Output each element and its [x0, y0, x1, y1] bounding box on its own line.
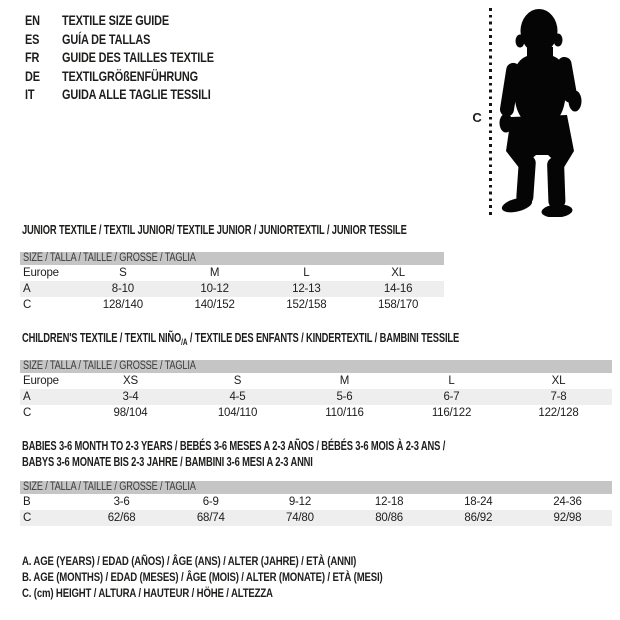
size-cell: 116/122 [431, 407, 472, 419]
size-cell: 68/74 [196, 512, 225, 524]
children-section-title: CHILDREN'S TEXTILE / TEXTIL NIÑO/A / TEXTILE DES ENFANTS / KINDERTEXTIL / BAMBINI TESSILE [22, 330, 460, 347]
size-cell: M [339, 375, 350, 387]
size-cell: 18-24 [464, 496, 493, 508]
legend-footnotes [22, 553, 473, 602]
row-label: A [23, 283, 31, 295]
table-row-europe [20, 373, 612, 389]
size-cell: L [448, 375, 455, 387]
size-cell: 152/158 [286, 299, 327, 311]
height-measure-label: C [472, 110, 482, 125]
size-cell: 12-13 [292, 283, 321, 295]
language-title: TEXTILGRÖßENFÜHRUNG [62, 67, 198, 84]
size-cell: M [209, 267, 220, 279]
row-label: Europe [23, 267, 59, 279]
size-header-bar: SIZE / TALLA / TAILLE / GRÖSSE / TAGLIA [20, 481, 612, 494]
row-label: B [23, 496, 31, 508]
nino-a-subscript: /A [181, 336, 188, 347]
size-cell: L [303, 267, 310, 279]
size-cell: 104/110 [217, 407, 258, 419]
size-cell: 9-12 [288, 496, 312, 508]
table-row-months [20, 494, 612, 510]
footnote-a: A. AGE (YEARS) / EDAD (AÑOS) / ÂGE (ANS) / ALTER (JAHRE) / ETÀ (ANNI) [22, 554, 357, 568]
size-cell: 5-6 [336, 391, 353, 403]
table-row-europe [20, 265, 444, 281]
language-title: GUIDE DES TAILLES TEXTILE [62, 49, 214, 65]
row-label: A [23, 391, 31, 403]
size-cell: S [233, 375, 242, 387]
size-cell: 122/128 [538, 407, 579, 419]
size-cell: 110/116 [325, 407, 364, 419]
size-cell: 7-8 [550, 391, 567, 403]
size-cell: 24-36 [553, 496, 582, 508]
table-row-age [20, 389, 612, 405]
size-cell: 6-9 [202, 496, 219, 508]
size-cell: 62/68 [107, 512, 136, 524]
language-code: FR [25, 49, 40, 65]
language-code: EN [25, 12, 40, 28]
babies-section-title: BABIES 3-6 MONTH TO 2-3 YEARS / BEBÉS 3-6 MESES A 2-3 AÑOS / BÉBÉS 3-6 MOIS À 2-3 ANS / BABYS 3-6 MONATE BIS 2-3 JAHRE / BAMBINI 3-6 MESI A 2-3 ANNI [22, 438, 446, 469]
children-size-table [20, 360, 612, 421]
language-code: ES [25, 30, 40, 47]
footnote-c: C. (cm) HEIGHT / ALTURA / HAUTEUR / HÖHE / ALTEZZA [22, 586, 273, 601]
language-title: GUÍA DE TALLAS [62, 30, 151, 47]
language-row-en [25, 11, 257, 30]
row-label: C [23, 299, 32, 311]
size-cell: XL [391, 267, 405, 279]
language-title: GUIDA ALLE TAGLIE TESSILI [62, 86, 211, 102]
size-cell: 128/140 [102, 299, 143, 311]
row-label: C [23, 407, 32, 419]
height-measure-dotted-line [489, 8, 492, 216]
language-row-it [25, 85, 257, 104]
toddler-silhouette-icon [495, 5, 615, 217]
size-cell: 3-4 [122, 391, 139, 403]
size-cell: 86/92 [464, 512, 493, 524]
size-cell: 74/80 [286, 512, 314, 524]
size-cell: 6-7 [443, 391, 460, 403]
babies-size-table [20, 481, 612, 526]
row-label: C [23, 512, 32, 524]
language-row-de [25, 67, 257, 86]
size-cell: 80/86 [375, 512, 403, 524]
size-cell: 10-12 [200, 283, 229, 295]
size-cell: S [119, 267, 127, 279]
size-cell: XS [123, 375, 138, 387]
language-title-list [25, 11, 257, 104]
language-row-fr [25, 48, 257, 67]
language-title: TEXTILE SIZE GUIDE [62, 12, 170, 28]
size-cell: 4-5 [229, 391, 246, 403]
size-cell: 3-6 [113, 496, 130, 508]
size-cell: 8-10 [111, 283, 134, 295]
table-row-height [20, 405, 612, 421]
size-header-bar: SIZE / TALLA / TAILLE / GRÖSSE / TAGLIA [20, 360, 612, 373]
table-row-age [20, 281, 444, 297]
size-cell: 12-18 [374, 496, 404, 508]
junior-section-title: JUNIOR TEXTILE / TEXTIL JUNIOR/ TEXTILE JUNIOR / JUNIORTEXTIL / JUNIOR TESSILE [22, 222, 407, 237]
row-label: Europe [23, 375, 59, 387]
table-row-height [20, 297, 444, 313]
junior-size-table [20, 252, 444, 313]
language-code: IT [25, 86, 35, 102]
size-cell: 14-16 [383, 283, 413, 295]
size-cell: 92/98 [553, 512, 582, 524]
size-cell: 140/152 [194, 299, 235, 311]
language-code: DE [25, 67, 40, 84]
table-row-height [20, 510, 612, 526]
size-cell: 98/104 [113, 407, 148, 419]
size-cell: XL [551, 375, 566, 387]
size-cell: 158/170 [378, 299, 419, 311]
footnote-b: B. AGE (MONTHS) / EDAD (MESES) / ÂGE (MOIS) / ALTER (MONATE) / ETÀ (MESI) [22, 570, 383, 585]
language-row-es [25, 30, 257, 49]
size-header-bar: SIZE / TALLA / TAILLE / GRÖSSE / TAGLIA [20, 252, 444, 265]
